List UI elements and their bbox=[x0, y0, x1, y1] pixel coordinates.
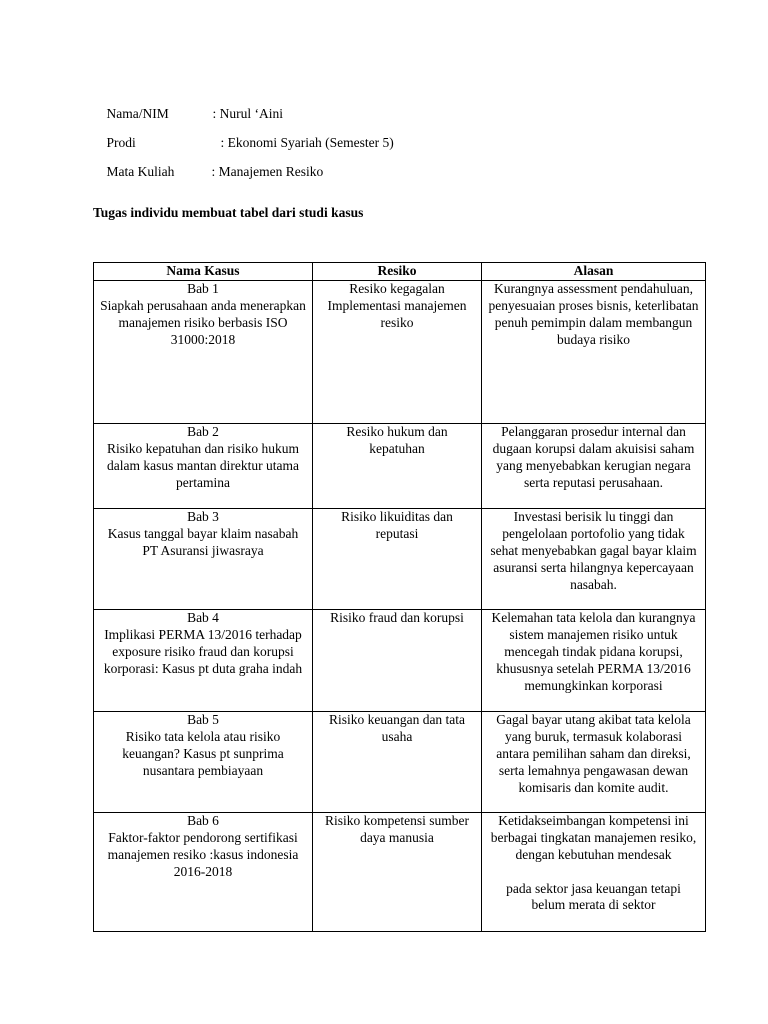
info-value: Manajemen Resiko bbox=[218, 164, 324, 179]
cell-nama-kasus bbox=[94, 711, 313, 812]
column-header-resiko: Resiko bbox=[313, 263, 482, 281]
cell-alasan bbox=[482, 812, 706, 931]
cell-resiko: Resiko kegagalan Implementasi manajemen resiko bbox=[313, 280, 482, 423]
info-label: Nama/NIM bbox=[106, 106, 169, 121]
paragraph-gap bbox=[488, 864, 699, 881]
cell-alasan: Kurangnya assessment pendahuluan, penyesuaian proses bisnis, keterlibatan penuh pemimpin dalam membangun budaya risiko bbox=[482, 280, 706, 423]
table-row bbox=[94, 280, 706, 423]
cell-resiko: Risiko kompetensi sumber daya manusia bbox=[313, 812, 482, 931]
table-row bbox=[94, 423, 706, 508]
table-row bbox=[94, 609, 706, 711]
cell-resiko: Risiko keuangan dan tata usaha bbox=[313, 711, 482, 812]
table-row bbox=[94, 508, 706, 609]
table-row bbox=[94, 812, 706, 931]
cell-nama-kasus bbox=[94, 423, 313, 508]
reason-text-continued: pada sektor jasa keuangan tetapi belum merata di sektor bbox=[506, 880, 681, 913]
info-separator: : bbox=[211, 164, 219, 179]
table-row bbox=[94, 711, 706, 812]
info-separator: : bbox=[220, 135, 228, 150]
case-title: Implikasi PERMA 13/2016 terhadap exposure risiko fraud dan korupsi korporasi: Kasus pt duta graha indah bbox=[103, 626, 303, 676]
cell-resiko: Resiko hukum dan kepatuhan bbox=[313, 423, 482, 508]
table-header-row bbox=[94, 263, 706, 281]
cell-alasan: Investasi berisik lu tinggi dan pengelolaan portofolio yang tidak sehat menyebabkan gagal bayar klaim asuransi serta hilangnya kepercayaan nasabah. bbox=[482, 508, 706, 609]
cell-nama-kasus bbox=[94, 609, 313, 711]
case-chapter: Bab 1 bbox=[187, 280, 219, 296]
case-title: Siapkah perusahaan anda menerapkan manajemen risiko berbasis ISO 31000:2018 bbox=[100, 297, 306, 347]
case-title: Faktor-faktor pendorong sertifikasi manajemen resiko :kasus indonesia 2016-2018 bbox=[107, 829, 299, 879]
cell-nama-kasus bbox=[94, 508, 313, 609]
info-value: Ekonomi Syariah (Semester 5) bbox=[227, 135, 394, 150]
cell-nama-kasus bbox=[94, 280, 313, 423]
case-title: Risiko kepatuhan dan risiko hukum dalam kasus mantan direktur utama pertamina bbox=[107, 440, 299, 490]
case-chapter: Bab 3 bbox=[187, 508, 219, 524]
cell-resiko: Risiko likuiditas dan reputasi bbox=[313, 508, 482, 609]
info-separator: : bbox=[212, 106, 220, 121]
case-chapter: Bab 5 bbox=[187, 711, 219, 727]
info-value: Nurul ‘Aini bbox=[219, 106, 284, 121]
info-label: Prodi bbox=[106, 135, 136, 150]
info-row-mata-kuliah bbox=[93, 145, 323, 199]
case-chapter: Bab 6 bbox=[187, 812, 219, 828]
reason-text: Ketidakseimbangan kompetensi ini berbagai tingkatan manajemen resiko, dengan kebutuhan mendesak bbox=[490, 812, 697, 862]
cell-nama-kasus bbox=[94, 812, 313, 931]
cell-alasan: Pelanggaran prosedur internal dan dugaan korupsi dalam akuisisi saham yang menyebabkan kerugian negara serta reputasi perusahaan. bbox=[482, 423, 706, 508]
case-table bbox=[93, 262, 706, 932]
cell-alasan: Gagal bayar utang akibat tata kelola yang buruk, termasuk kolaborasi antara pemilihan saham dan direksi, serta lemahnya pengawasan dewan komisaris dan komite audit. bbox=[482, 711, 706, 812]
case-title: Risiko tata kelola atau risiko keuangan? Kasus pt sunprima nusantara pembiayaan bbox=[122, 728, 284, 778]
cell-resiko: Risiko fraud dan korupsi bbox=[313, 609, 482, 711]
cell-alasan: Kelemahan tata kelola dan kurangnya sistem manajemen risiko untuk mencegah tindak pidana korupsi, khususnya setelah PERMA 13/2016 memungkinkan korporasi bbox=[482, 609, 706, 711]
column-header-alasan: Alasan bbox=[482, 263, 706, 281]
case-chapter: Bab 2 bbox=[187, 423, 219, 439]
column-header-nama-kasus: Nama Kasus bbox=[94, 263, 313, 281]
task-title: Tugas individu membuat tabel dari studi kasus bbox=[93, 205, 364, 220]
case-title: Kasus tanggal bayar klaim nasabah PT Asuransi jiwasraya bbox=[107, 525, 299, 558]
info-label: Mata Kuliah bbox=[106, 164, 175, 179]
case-chapter: Bab 4 bbox=[187, 609, 219, 625]
